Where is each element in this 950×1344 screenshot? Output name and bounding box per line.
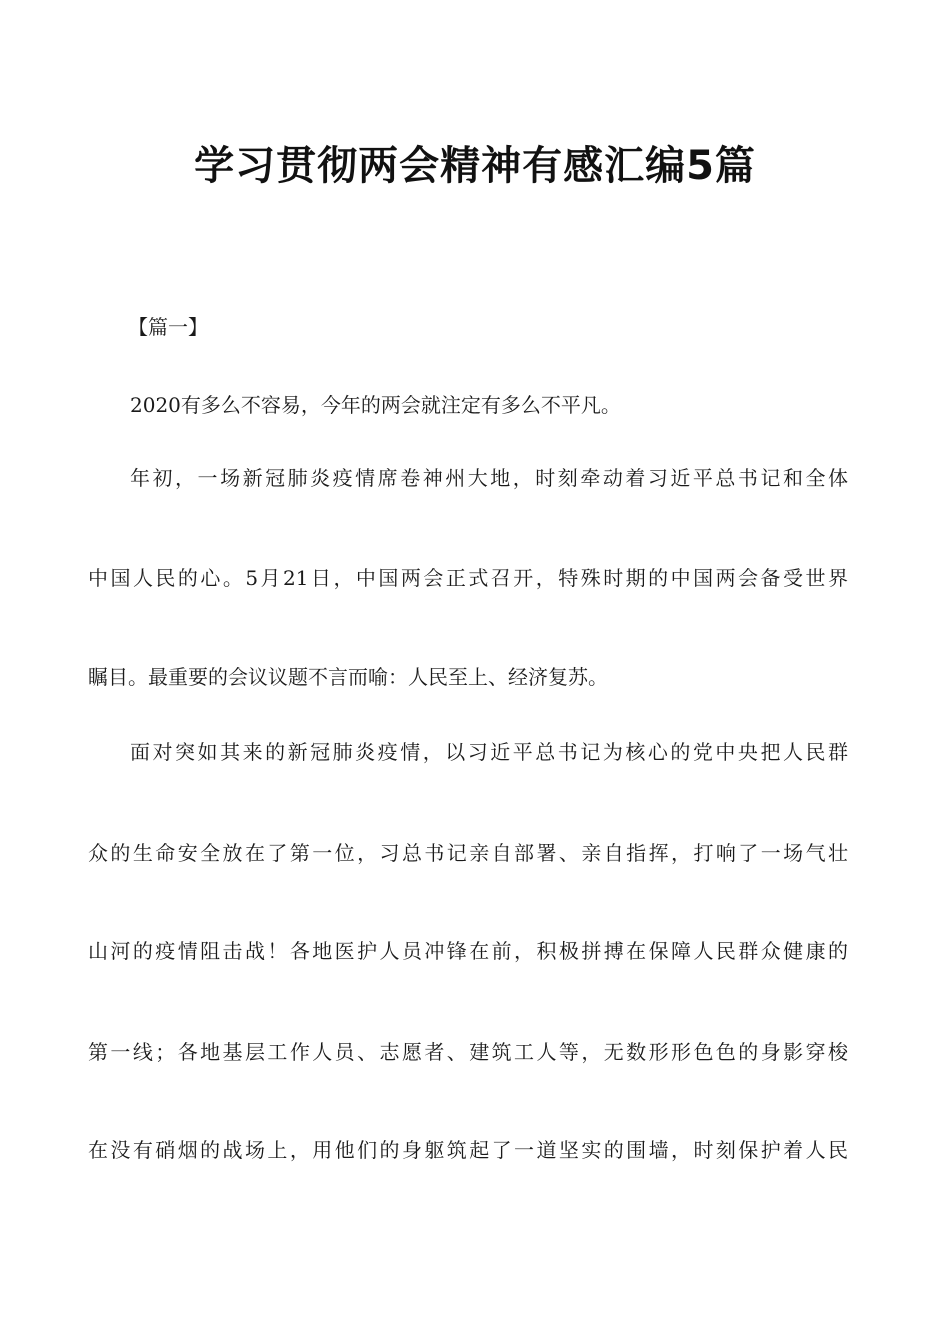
paragraph-line: 面对突如其来的新冠肺炎疫情，以习近平总书记为核心的党中央把人民群 <box>130 740 848 764</box>
paragraph-line: 年初，一场新冠肺炎疫情席卷神州大地，时刻牵动着习近平总书记和全体 <box>130 466 848 490</box>
paragraph-line: 在没有硝烟的战场上，用他们的身躯筑起了一道坚实的围墙，时刻保护着人民 <box>88 1138 848 1162</box>
paragraph-line: 第一线；各地基层工作人员、志愿者、建筑工人等，无数形形色色的身影穿梭 <box>88 1040 848 1064</box>
section-label: 【篇一】 <box>128 315 208 339</box>
paragraph-line: 众的生命安全放在了第一位，习总书记亲自部署、亲自指挥，打响了一场气壮 <box>88 841 848 865</box>
document-title: 学习贯彻两会精神有感汇编5篇 <box>194 143 756 189</box>
paragraph-line: 山河的疫情阻击战！各地医护人员冲锋在前，积极拼搏在保障人民群众健康的 <box>88 939 848 963</box>
paragraph-line: 2020有多么不容易，今年的两会就注定有多么不平凡。 <box>130 393 621 417</box>
paragraph-line: 瞩目。最重要的会议议题不言而喻：人民至上、经济复苏。 <box>88 665 608 689</box>
paragraph-line: 中国人民的心。5月21日，中国两会正式召开，特殊时期的中国两会备受世界 <box>88 566 848 590</box>
